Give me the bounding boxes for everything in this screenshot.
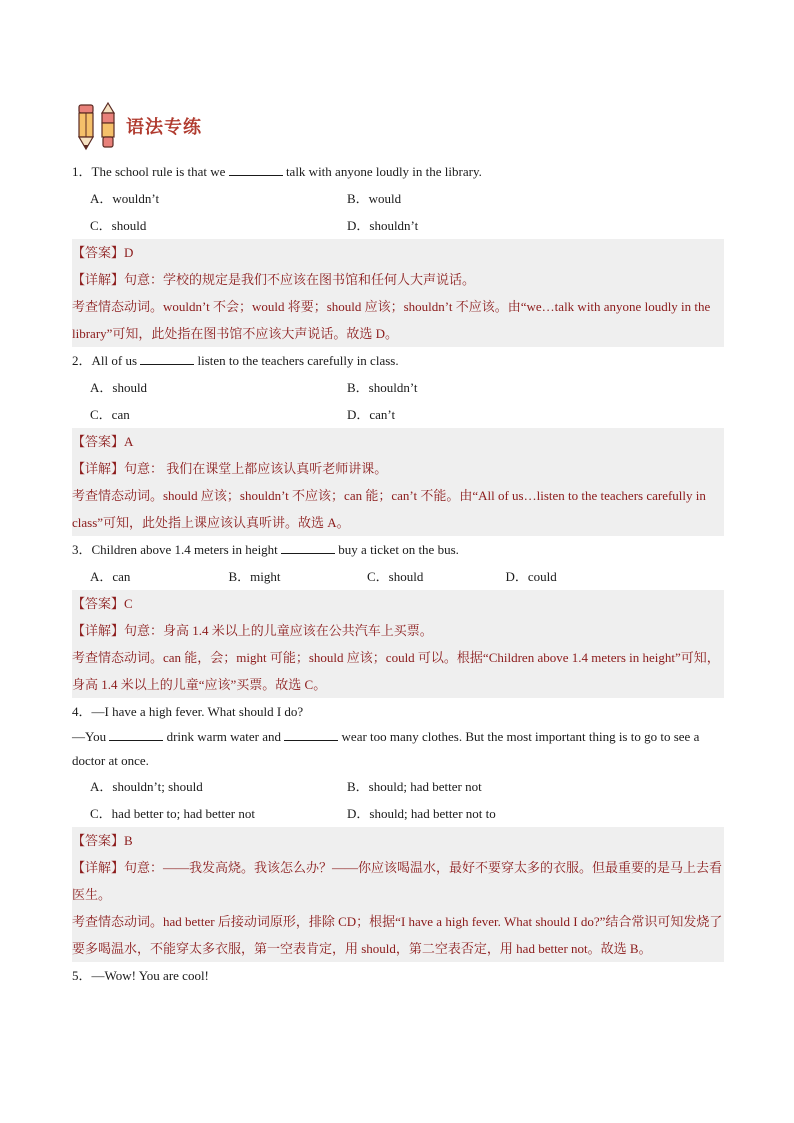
- detail-line: 考查情态动词。had better 后接动词原形，排除 CD；根据“I have a high fever. What should I do?”结合常识可知发烧了要多喝温水，不能穿太多衣服，第一空表肯定，用 should，第二空表否定，用 had better not。故选 B。: [72, 914, 723, 956]
- answer-blank: [109, 728, 163, 741]
- answer-blank: [281, 541, 335, 554]
- answer-blank: [229, 163, 283, 176]
- option-b: B．might: [228, 569, 281, 584]
- stem-text: 2．All of us: [72, 353, 141, 368]
- detail-line: 【详解】句意：身高 1.4 米以上的儿童应该在公共汽车上买票。: [72, 623, 433, 638]
- answer-blank: [140, 352, 194, 365]
- option-a: A．wouldn’t: [90, 191, 160, 206]
- answer-line: 【答案】B: [72, 833, 133, 848]
- option-d: D．should; had better not to: [347, 806, 496, 821]
- section-header: [76, 100, 202, 152]
- option-a: A．shouldn’t; should: [90, 779, 203, 794]
- option-d: D．could: [505, 569, 557, 584]
- answer-blank: [284, 728, 338, 741]
- stem-text: drink warm water and: [163, 729, 285, 744]
- option-d: D．can’t: [347, 407, 396, 422]
- detail-line: 【详解】句意：学校的规定是我们不应该在图书馆和任何人大声说话。: [72, 272, 476, 287]
- option-c: C．can: [90, 407, 130, 422]
- question-4-stem-line-1: 4．—I have a high fever. What should I do?: [72, 704, 304, 719]
- question-1-options-row-1: [72, 185, 724, 212]
- stem-text: listen to the teachers carefully in class.: [194, 353, 399, 368]
- option-a: A．can: [90, 569, 131, 584]
- question-2-stem: [72, 347, 724, 374]
- answer-line: 【答案】C: [72, 596, 133, 611]
- question-3-stem: [72, 536, 724, 563]
- question-1-stem: [72, 158, 724, 185]
- question-list: [72, 158, 724, 989]
- pen-icon: [98, 101, 118, 151]
- option-a: A．should: [90, 380, 148, 395]
- pencil-icon: [76, 101, 96, 151]
- question-2-answer-box: [72, 428, 724, 536]
- stem-text: wear too many clothes. But the most important thing is to go to see a doctor at once.: [72, 729, 700, 768]
- option-b: B．shouldn’t: [347, 380, 418, 395]
- stem-text: —You: [72, 729, 110, 744]
- question-4-options-row-1: [72, 773, 724, 800]
- detail-line: 考查情态动词。can 能，会；might 可能；should 应该；could 可以。根据“Children above 1.4 meters in height”可知，身高 1.4 米以上的儿童“应该”买票。故选 C。: [72, 650, 720, 692]
- question-3-options-row: [72, 563, 724, 590]
- header-icons: [76, 101, 118, 151]
- stem-text: 3．Children above 1.4 meters in height: [72, 542, 282, 557]
- question-2-options-row-2: [72, 401, 724, 428]
- question-2-options-row-1: [72, 374, 724, 401]
- question-1-options-row-2: [72, 212, 724, 239]
- option-d: D．shouldn’t: [347, 218, 419, 233]
- detail-line: 考查情态动词。wouldn’t 不会；would 将要；should 应该；shouldn’t 不应该。由“we…talk with anyone loudly in the library”可知，此处指在图书馆不应该大声说话。故选 D。: [72, 299, 711, 341]
- section-title: 语法专练: [126, 117, 202, 138]
- stem-text: talk with anyone loudly in the library.: [282, 164, 482, 179]
- stem-text: buy a ticket on the bus.: [335, 542, 459, 557]
- question-1-answer-box: [72, 239, 724, 347]
- question-4-answer-box: [72, 827, 724, 962]
- question-4-stem-line-2: [72, 725, 724, 773]
- answer-line: 【答案】A: [72, 434, 134, 449]
- stem-text: 1．The school rule is that we: [72, 164, 229, 179]
- question-3-answer-box: [72, 590, 724, 698]
- option-c: C．should: [90, 218, 147, 233]
- question-5-stem-line-1: 5．—Wow! You are cool!: [72, 968, 209, 983]
- detail-line: 考查情态动词。should 应该；shouldn’t 不应该；can 能；can’t 不能。由“All of us…listen to the teachers carefully in class”可知，此处指上课应该认真听讲。故选 A。: [72, 488, 706, 530]
- answer-line: 【答案】D: [72, 245, 134, 260]
- option-b: B．should; had better not: [347, 779, 482, 794]
- option-c: C．had better to; had better not: [90, 806, 255, 821]
- question-4-options-row-2: [72, 800, 724, 827]
- detail-line: 【详解】句意：——我发高烧。我该怎么办？——你应该喝温水，最好不要穿太多的衣服。但最重要的是马上去看医生。: [72, 860, 723, 902]
- option-b: B．would: [347, 191, 402, 206]
- option-c: C．should: [367, 569, 424, 584]
- detail-line: 【详解】句意： 我们在课堂上都应该认真听老师讲课。: [72, 461, 388, 476]
